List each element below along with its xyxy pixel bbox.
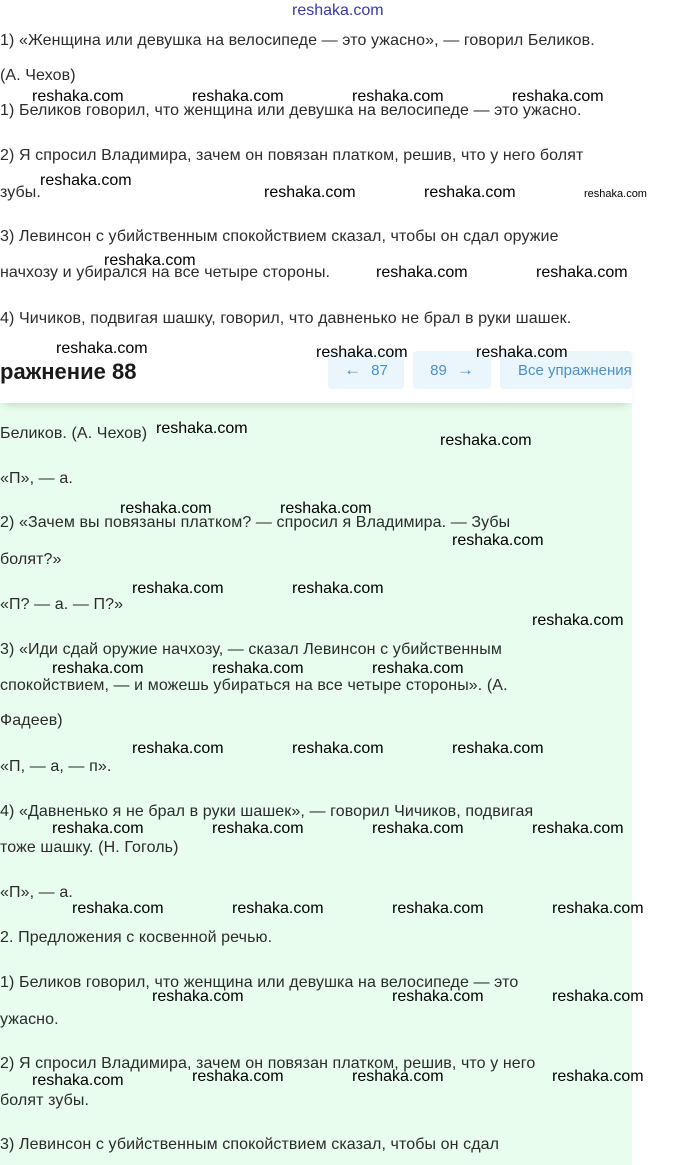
answer-line-2b: зубы. [0, 184, 41, 201]
arrow-right-icon: → [456, 360, 474, 379]
exercise-title: ражнение 88 [0, 359, 137, 384]
watermark: reshaka.com [352, 88, 444, 105]
watermark: reshaka.com [280, 500, 372, 517]
scheme-1: «П», — а. [0, 470, 73, 487]
watermark: reshaka.com [212, 660, 304, 677]
watermark: reshaka.com [440, 432, 532, 449]
watermark: reshaka.com [120, 500, 212, 517]
watermark: reshaka.com [552, 900, 644, 917]
watermark: reshaka.com [452, 532, 544, 549]
prev-exercise-label: 87 [371, 361, 388, 379]
answer-line-1: 1) Беликов говорил, что женщина или девушка на велосипеде — это ужасно. [0, 102, 582, 119]
watermark: reshaka.com [372, 660, 464, 677]
indirect-line-2b: болят зубы. [0, 1092, 90, 1109]
watermark: reshaka.com [512, 88, 604, 105]
arrow-left-icon: ← [344, 360, 362, 379]
watermark: reshaka.com [56, 340, 148, 357]
watermark: reshaka.com [232, 900, 324, 917]
watermark: reshaka.com [156, 420, 248, 437]
watermark: reshaka.com [192, 1068, 284, 1085]
watermark: reshaka.com [52, 820, 144, 837]
watermark: reshaka.com [532, 820, 624, 837]
solution-line-3b: спокойствием, — и можешь убираться на все четыре стороны». (А. [0, 677, 508, 694]
watermark: reshaka.com [552, 1068, 644, 1085]
question-author: (А. Чехов) [0, 67, 76, 84]
watermark: reshaka.com [292, 580, 384, 597]
indirect-line-3a: 3) Левинсон с убийственным спокойствием сказал, чтобы он сдал [0, 1136, 500, 1153]
scheme-3: «П, — а, — п». [0, 758, 112, 775]
watermark: reshaka.com [132, 740, 224, 757]
watermark: reshaka.com [192, 88, 284, 105]
answer-line-3a: 3) Левинсон с убийственным спокойствием сказал, чтобы он сдал оружие [0, 228, 559, 245]
solution-line-3a: 3) «Иди сдай оружие начхозу, — сказал Левинсон с убийственным [0, 641, 502, 658]
watermark: reshaka.com [72, 900, 164, 917]
part-2-heading: 2. Предложения с косвенной речью. [0, 929, 273, 946]
answer-line-4: 4) Чичиков, подвигая шашку, говорил, что давненько не брал в руки шашек. [0, 310, 572, 327]
watermark: reshaka.com [104, 252, 196, 269]
solution-line-4a: 4) «Давненько я не брал в руки шашек», — говорил Чичиков, подвигая [0, 803, 534, 820]
solution-line-2a: 2) «Зачем вы повязаны платком? — спросил я Владимира. — Зубы [0, 514, 511, 531]
watermark: reshaka.com [392, 900, 484, 917]
watermark: reshaka.com [584, 188, 647, 200]
watermark: reshaka.com [536, 264, 628, 281]
watermark: reshaka.com [292, 740, 384, 757]
solution-line-1: Беликов. (А. Чехов) [0, 425, 148, 442]
indirect-line-1a: 1) Беликов говорил, что женщина или девушка на велосипеде — это [0, 974, 519, 991]
solution-line-2b: болят?» [0, 551, 62, 568]
watermark: reshaka.com [352, 1068, 444, 1085]
question-line-1: 1) «Женщина или девушка на велосипеде — это ужасно», — говорил Беликов. [0, 32, 595, 49]
watermark: reshaka.com [32, 88, 124, 105]
all-exercises-label: Все упражнения [518, 361, 632, 379]
answer-line-3b: начхозу и убирался на все четыре стороны. [0, 264, 331, 281]
watermark: reshaka.com [316, 344, 408, 361]
solution-line-3c: Фадеев) [0, 712, 63, 729]
watermark: reshaka.com [424, 184, 516, 201]
watermark-top: reshaka.com [292, 2, 384, 19]
watermark: reshaka.com [372, 820, 464, 837]
watermark: reshaka.com [32, 1072, 124, 1089]
answer-line-2a: 2) Я спросил Владимира, зачем он повязан платком, решив, что у него болят [0, 147, 584, 164]
watermark: reshaka.com [532, 612, 624, 629]
scheme-2: «П? — а. — П?» [0, 596, 124, 613]
indirect-line-2a: 2) Я спросил Владимира, зачем он повязан платком, решив, что у него [0, 1055, 536, 1072]
watermark: reshaka.com [264, 184, 356, 201]
watermark: reshaka.com [52, 660, 144, 677]
watermark: reshaka.com [376, 264, 468, 281]
watermark: reshaka.com [476, 344, 568, 361]
watermark: reshaka.com [392, 988, 484, 1005]
watermark: reshaka.com [212, 820, 304, 837]
watermark: reshaka.com [552, 988, 644, 1005]
watermark: reshaka.com [152, 988, 244, 1005]
watermark: reshaka.com [452, 740, 544, 757]
watermark: reshaka.com [132, 580, 224, 597]
next-exercise-label: 89 [430, 361, 447, 379]
watermark: reshaka.com [40, 172, 132, 189]
solution-line-4b: тоже шашку. (Н. Гоголь) [0, 839, 179, 856]
indirect-line-1b: ужасно. [0, 1011, 59, 1028]
scheme-4: «П», — а. [0, 884, 73, 901]
